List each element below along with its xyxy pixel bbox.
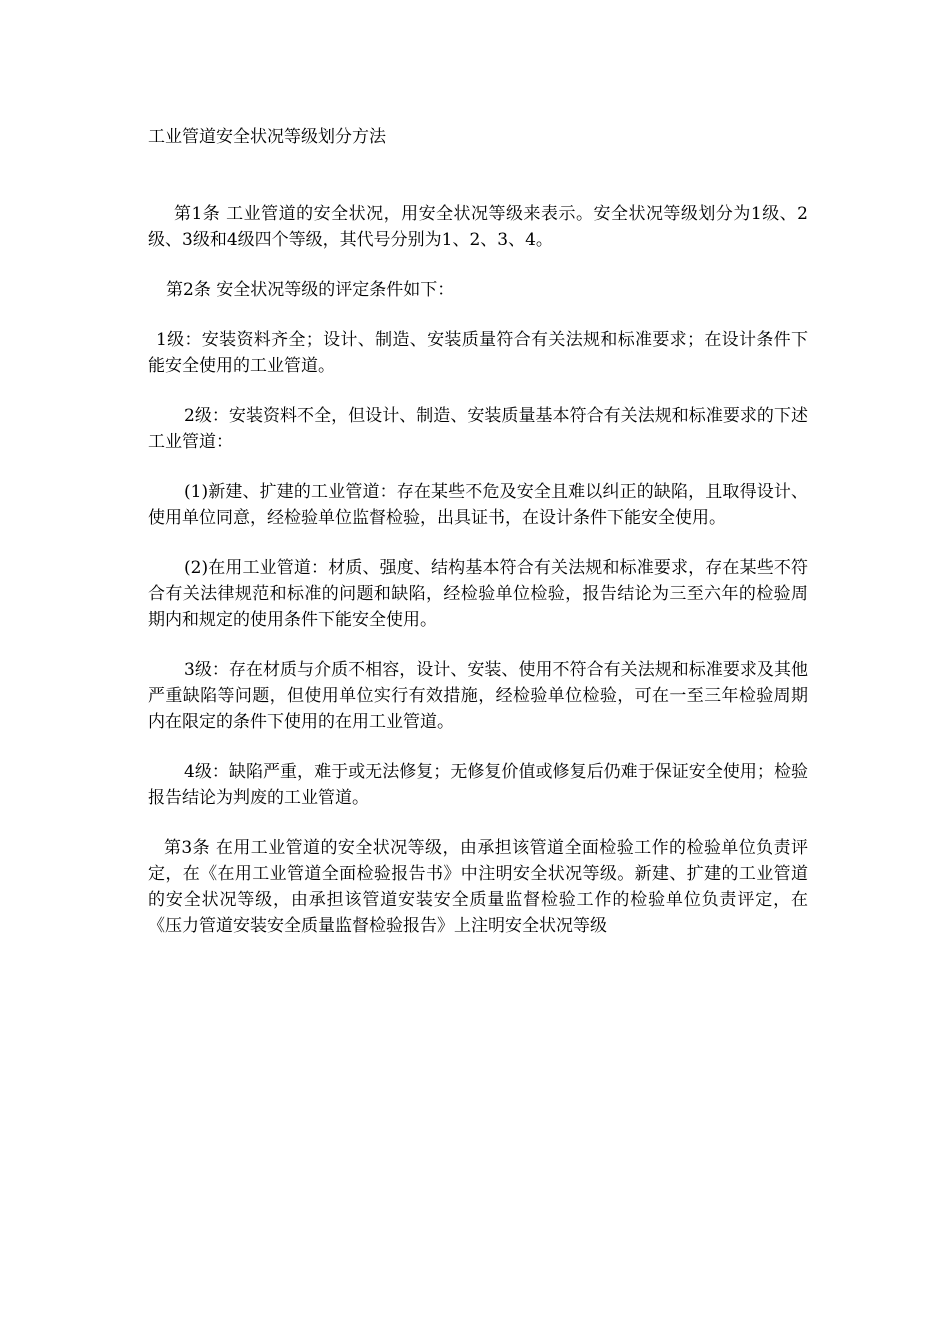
article-1-paragraph: 第1条 工业管道的安全状况，用安全状况等级来表示。安全状况等级划分为1级、2级、3级和4级四个等级，其代号分别为1、2、3、4。 xyxy=(148,204,808,250)
level-2-item-1-paragraph: (1)新建、扩建的工业管道：存在某些不危及安全且难以纠正的缺陷，且取得设计、使用单位同意，经检验单位监督检验，出具证书，在设计条件下能安全使用。 xyxy=(148,482,808,528)
level-4-paragraph: 4级：缺陷严重，难于或无法修复；无修复价值或修复后仍难于保证安全使用；检验报告结论为判废的工业管道。 xyxy=(148,762,808,808)
article-3-paragraph: 第3条 在用工业管道的安全状况等级，由承担该管道全面检验工作的检验单位负责评定，在《在用工业管道全面检验报告书》中注明安全状况等级。新建、扩建的工业管道的安全状况等级，由承担该管道安装安全质量监督检验工作的检验单位负责评定，在《压力管道安装安全质量监督检验报告》上注明安全状况等级 xyxy=(148,838,808,936)
document-title: 工业管道安全状况等级划分方法 xyxy=(148,127,386,147)
document-page xyxy=(148,124,808,963)
level-1-paragraph: 1级：安装资料齐全；设计、制造、安装质量符合有关法规和标准要求；在设计条件下能安全使用的工业管道。 xyxy=(148,330,808,376)
level-3-paragraph: 3级：存在材质与介质不相容，设计、安装、使用不符合有关法规和标准要求及其他严重缺陷等问题，但使用单位实行有效措施，经检验单位检验，可在一至三年检验周期内在限定的条件下使用的在用工业管道。 xyxy=(148,660,808,732)
level-2-paragraph: 2级：安装资料不全，但设计、制造、安装质量基本符合有关法规和标准要求的下述工业管道： xyxy=(148,406,808,452)
level-2-item-2-paragraph: (2)在用工业管道：材质、强度、结构基本符合有关法规和标准要求，存在某些不符合有关法律规范和标准的问题和缺陷，经检验单位检验，报告结论为三至六年的检验周期内和规定的使用条件下能安全使用。 xyxy=(148,558,808,630)
article-2-paragraph: 第2条 安全状况等级的评定条件如下： xyxy=(166,280,455,300)
